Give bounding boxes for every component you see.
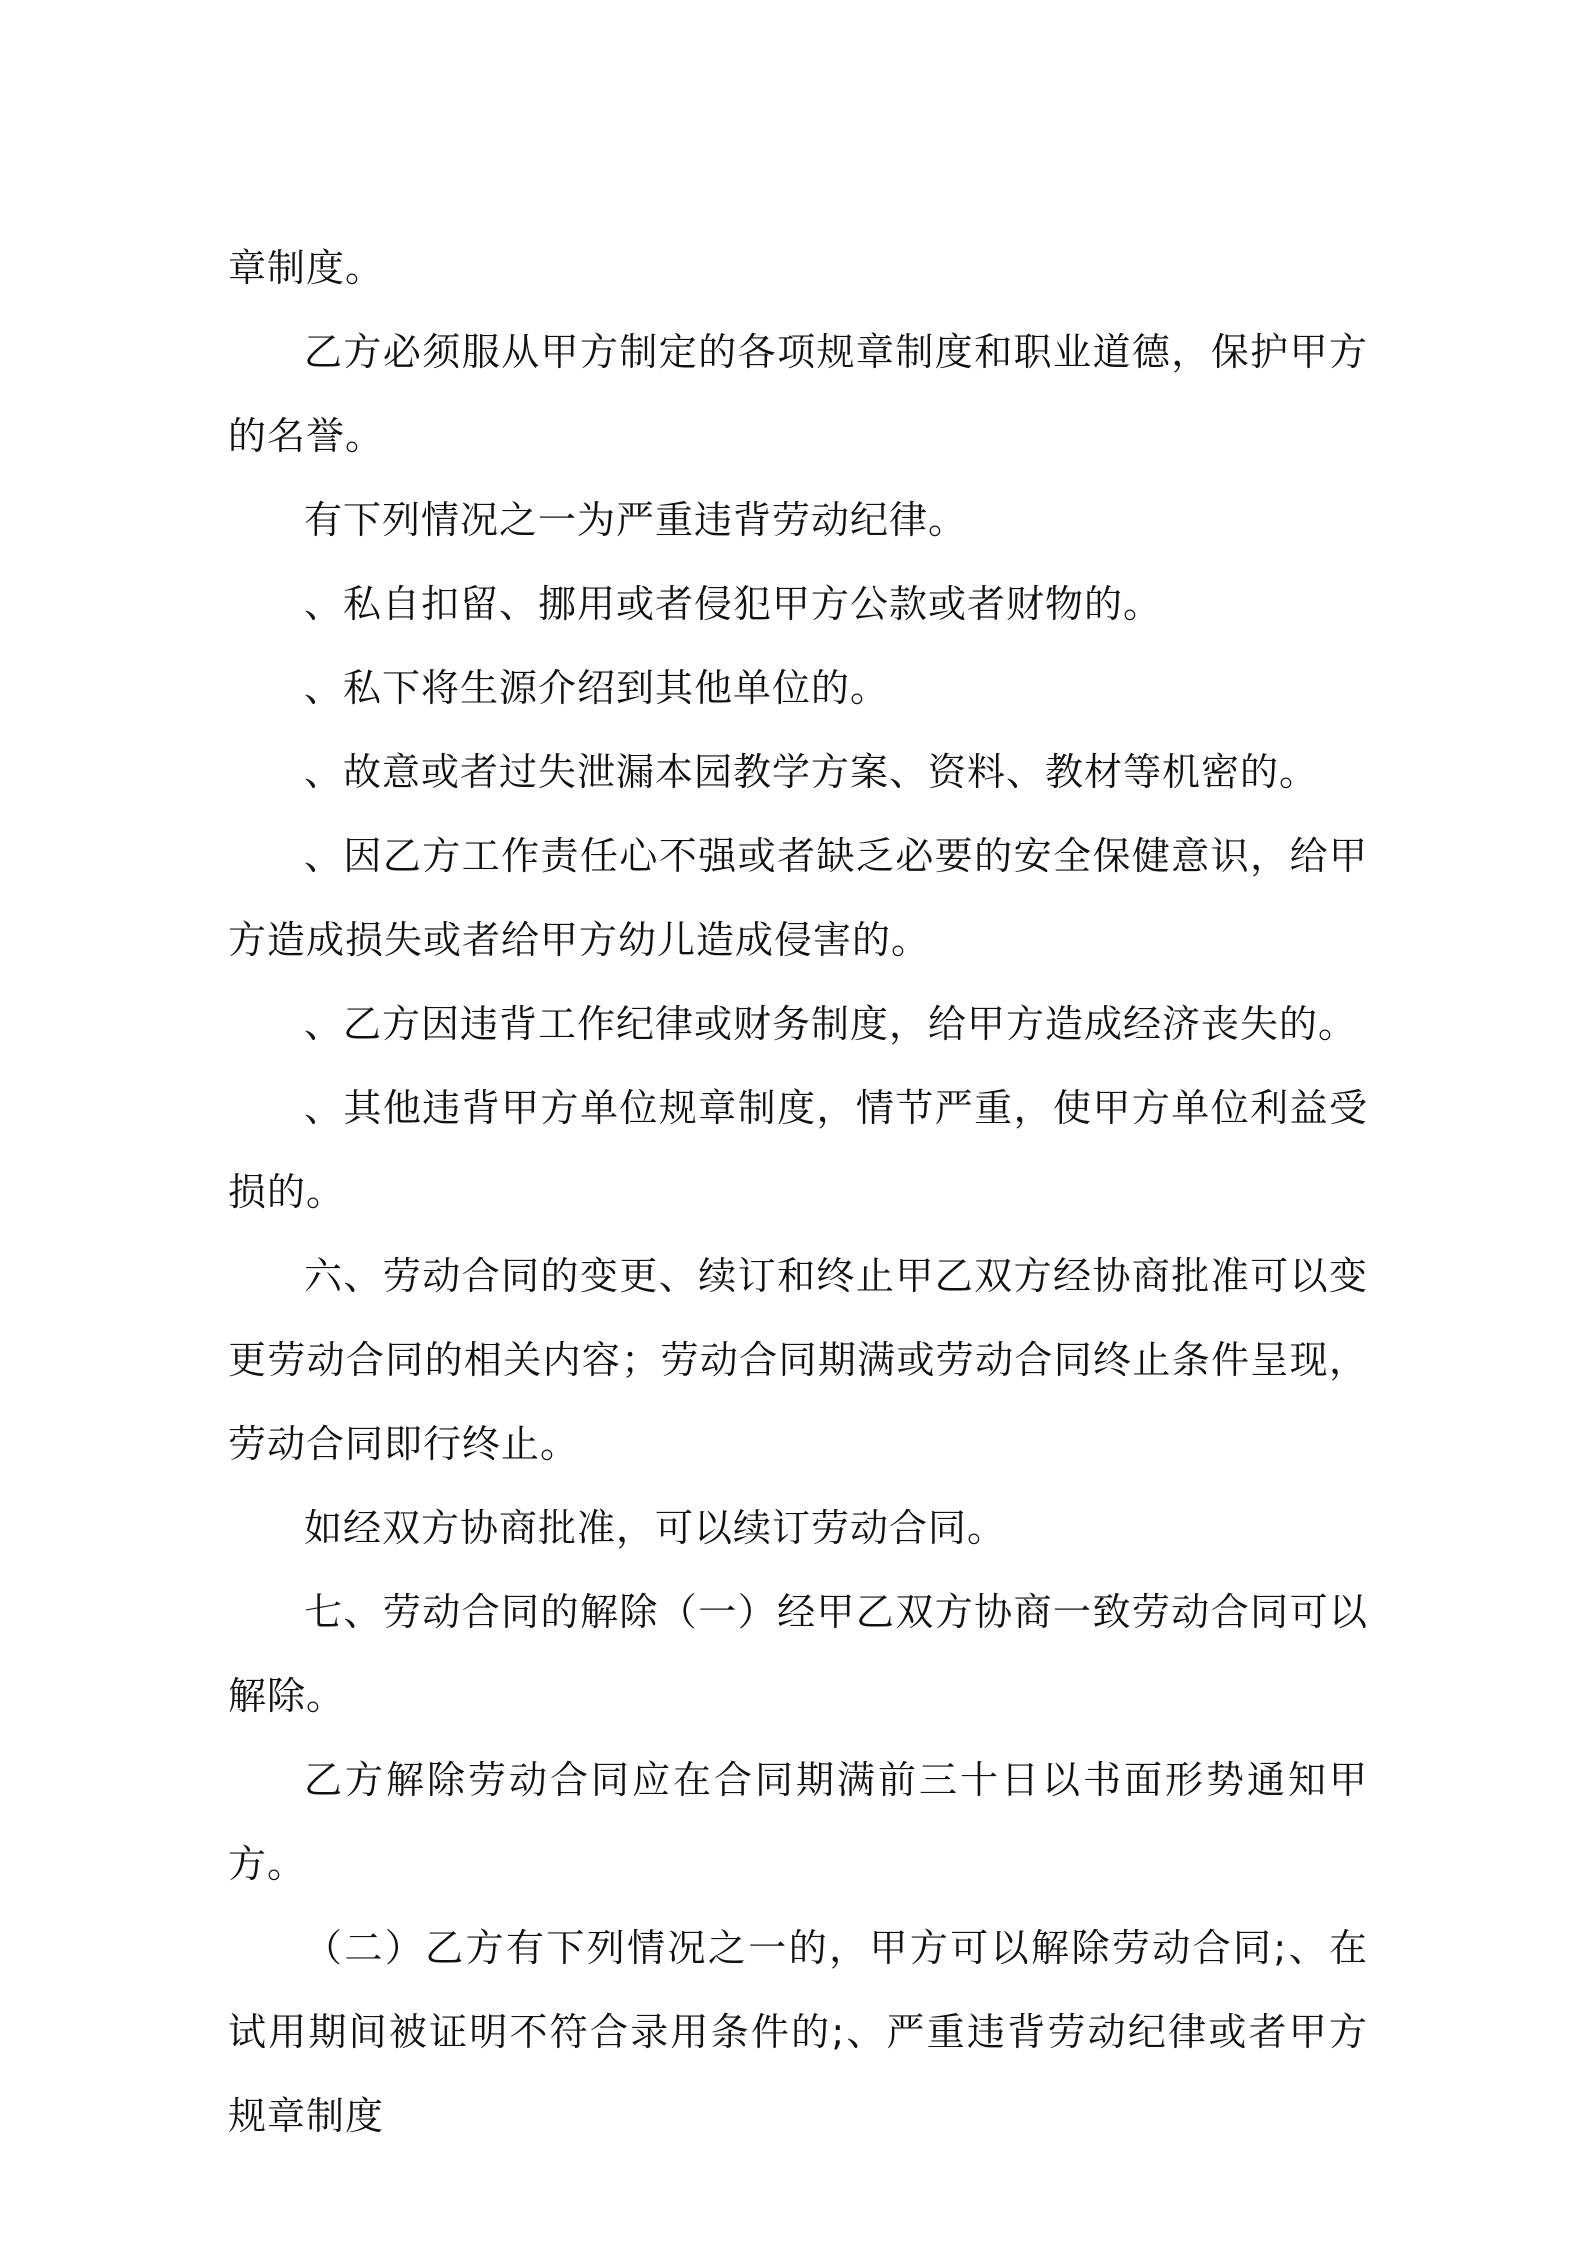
- document-body: [228, 226, 1368, 2158]
- paragraph: 如经双方协商批准，可以续订劳动合同。: [304, 1506, 1007, 1550]
- list-item: 、因乙方工作责任心不强或者缺乏必要的安全保健意识，给甲方造成损失或者给甲方幼儿造成侵害的。: [228, 834, 1368, 962]
- list-item: 、其他违背甲方单位规章制度，情节严重，使甲方单位利益受损的。: [228, 1086, 1368, 1214]
- list-item: 、故意或者过失泄漏本园教学方案、资料、教材等机密的。: [304, 750, 1319, 794]
- list-item: 、私自扣留、挪用或者侵犯甲方公款或者财物的。: [304, 582, 1163, 626]
- paragraph: （二）乙方有下列情况之一的，甲方可以解除劳动合同;、在试用期间被证明不符合录用条件的;、严重违背劳动纪律或者甲方规章制度: [228, 1926, 1368, 2138]
- paragraph: 章制度。: [228, 246, 385, 290]
- section-paragraph: 六、劳动合同的变更、续订和终止甲乙双方经协商批准可以变更劳动合同的相关内容；劳动合同期满或劳动合同终止条件呈现，劳动合同即行终止。: [228, 1254, 1368, 1466]
- list-item: 、乙方因违背工作纪律或财务制度，给甲方造成经济丧失的。: [304, 1002, 1358, 1046]
- paragraph: 有下列情况之一为严重违背劳动纪律。: [304, 498, 968, 542]
- list-item: 、私下将生源介绍到其他单位的。: [304, 666, 890, 710]
- paragraph: 乙方必须服从甲方制定的各项规章制度和职业道德，保护甲方的名誉。: [228, 330, 1368, 458]
- section-paragraph: 七、劳动合同的解除（一）经甲乙双方协商一致劳动合同可以解除。: [228, 1590, 1368, 1718]
- paragraph: 乙方解除劳动合同应在合同期满前三十日以书面形势通知甲方。: [228, 1758, 1368, 1886]
